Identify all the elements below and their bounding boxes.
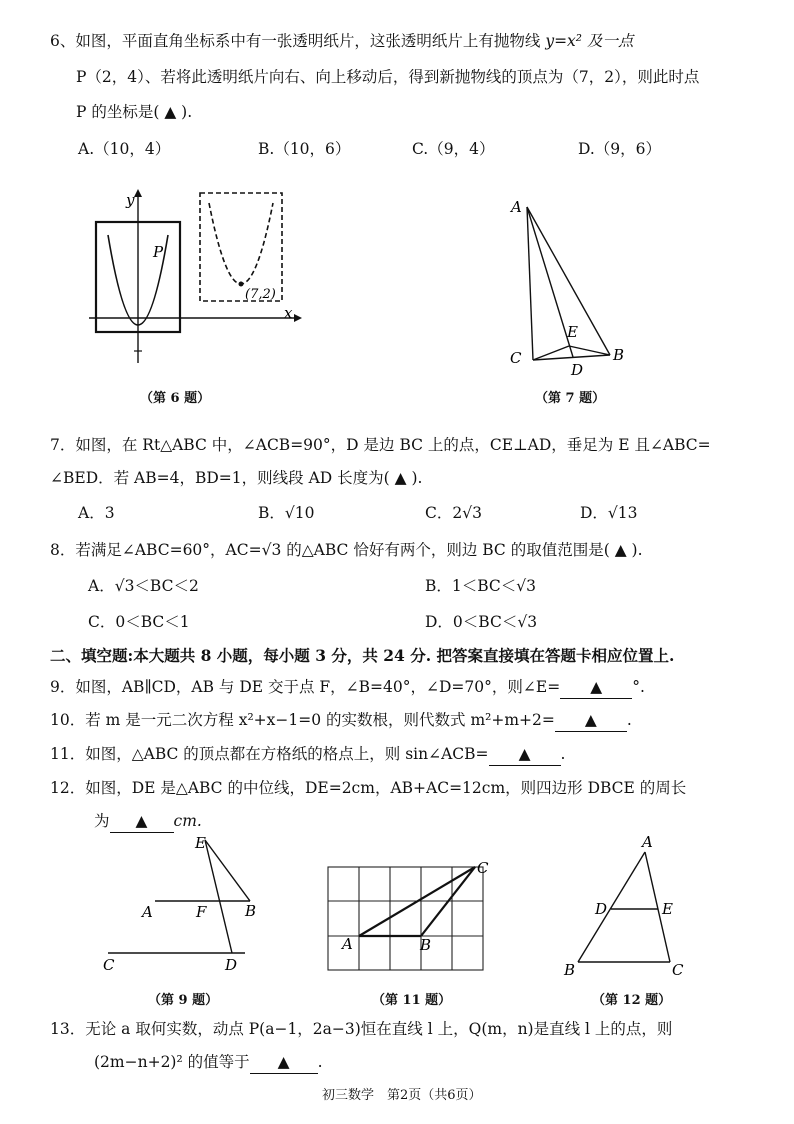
q13-line2: (2m−n+2)² 的值等于 ▲ . xyxy=(94,1051,323,1074)
fig12-label-c: C xyxy=(672,961,684,979)
q13-blank: ▲ xyxy=(250,1051,318,1074)
fig6-label-p: P xyxy=(153,243,164,261)
q6-stem-line1: 6、如图，平面直角坐标系中有一张透明纸片，这张透明纸片上有抛物线 y=x² 及一点 xyxy=(50,32,634,50)
q6-option-c: C.（9，4） xyxy=(412,140,495,158)
fig6-caption: （第 6 题） xyxy=(140,391,211,406)
q6-option-d: D.（9，6） xyxy=(578,140,662,158)
fig7-caption: （第 7 题） xyxy=(535,391,606,406)
fig12-label-d: D xyxy=(595,900,608,918)
fig9-label-f: F xyxy=(196,903,207,921)
figure-6 xyxy=(84,185,304,365)
fig11-label-a: A xyxy=(342,935,353,953)
q8-option-a: A．√3＜BC＜2 xyxy=(88,577,199,595)
q8-option-b: B．1＜BC＜√3 xyxy=(425,577,537,595)
q9: 9．如图，AB∥CD，AB 与 DE 交于点 F，∠B=40°，∠D=70°，则∠E= ▲ °. xyxy=(50,676,645,699)
figure-11 xyxy=(320,855,495,980)
figure-12 xyxy=(560,830,700,980)
q8-stem: 8．若满足∠ABC=60°，AC=√3 的△ABC 恰好有两个，则边 BC 的取值范围是( ▲ ). xyxy=(50,541,643,559)
q10-blank: ▲ xyxy=(555,709,627,732)
fig6-label-y: y xyxy=(126,191,135,209)
fig9-label-a: A xyxy=(142,903,153,921)
figure-7 xyxy=(505,195,630,380)
q7-stem-line1: 7．如图，在 Rt△ABC 中，∠ACB=90°，D 是边 BC 上的点，CE⊥AD，垂足为 E 且∠ABC= xyxy=(50,436,711,454)
q8-option-d: D．0＜BC＜√3 xyxy=(425,613,538,631)
q6-option-b: B.（10，6） xyxy=(258,140,351,158)
fig6-label-x: x xyxy=(284,304,293,322)
q7-option-a: A．3 xyxy=(78,504,115,522)
q12-blank: ▲ xyxy=(110,810,174,833)
fig11-label-b: B xyxy=(420,936,432,954)
fig7-label-b: B xyxy=(613,346,625,364)
fig12-label-e: E xyxy=(662,900,673,918)
q12-line2: 为 ▲ cm. xyxy=(94,810,202,833)
page-footer: 初三数学 第2页（共6页） xyxy=(322,1088,482,1103)
fig9-label-b: B xyxy=(245,902,257,920)
fig9-label-d: D xyxy=(225,956,238,974)
fig6-label-vertex: (7,2) xyxy=(245,287,276,302)
q7-option-d: D．√13 xyxy=(580,504,638,522)
q6-option-a: A.（10，4） xyxy=(78,140,171,158)
q7-option-b: B．√10 xyxy=(258,504,315,522)
figure-9 xyxy=(100,830,265,980)
q10: 10．若 m 是一元二次方程 x²+x−1=0 的实数根，则代数式 m²+m+2= ▲ . xyxy=(50,709,632,732)
section2-heading: 二、填空题:本大题共 8 小题，每小题 3 分，共 24 分. 把答案直接填在答题卡相应位置上. xyxy=(50,646,675,665)
fig11-caption: （第 11 题） xyxy=(372,993,452,1008)
fig12-label-a: A xyxy=(642,833,653,851)
fig11-label-c: C xyxy=(477,859,489,877)
q6-stem-line3: P 的坐标是( ▲ ). xyxy=(76,103,193,121)
q7-option-c: C．2√3 xyxy=(425,504,482,522)
fig9-label-c: C xyxy=(103,956,115,974)
q13-stem: 13．无论 a 取何实数，动点 P(a−1，2a−3)恒在直线 l 上，Q(m，n)是直线 l 上的点，则 xyxy=(50,1020,673,1038)
fig9-caption: （第 9 题） xyxy=(148,993,219,1008)
fig12-caption: （第 12 题） xyxy=(592,993,672,1008)
fig7-label-a: A xyxy=(511,198,522,216)
q11: 11．如图，△ABC 的顶点都在方格纸的格点上，则 sin∠ACB= ▲ . xyxy=(50,743,565,766)
fig9-label-e: E xyxy=(195,834,206,852)
q6-stem-line2: P（2，4）、若将此透明纸片向右、向上移动后，得到新抛物线的顶点为（7，2），则此时点 xyxy=(76,68,700,86)
fig12-label-b: B xyxy=(564,961,576,979)
q9-blank: ▲ xyxy=(560,676,632,699)
fig7-label-e: E xyxy=(567,323,578,341)
fig7-label-d: D xyxy=(571,361,584,379)
q12-stem: 12．如图，DE 是△ABC 的中位线，DE=2cm，AB+AC=12cm，则四边形 DBCE 的周长 xyxy=(50,779,687,797)
fig7-label-c: C xyxy=(510,349,522,367)
q11-blank: ▲ xyxy=(489,743,561,766)
q8-option-c: C．0＜BC＜1 xyxy=(88,613,190,631)
q7-stem-line2: ∠BED．若 AB=4，BD=1，则线段 AD 长度为( ▲ ). xyxy=(50,469,423,487)
